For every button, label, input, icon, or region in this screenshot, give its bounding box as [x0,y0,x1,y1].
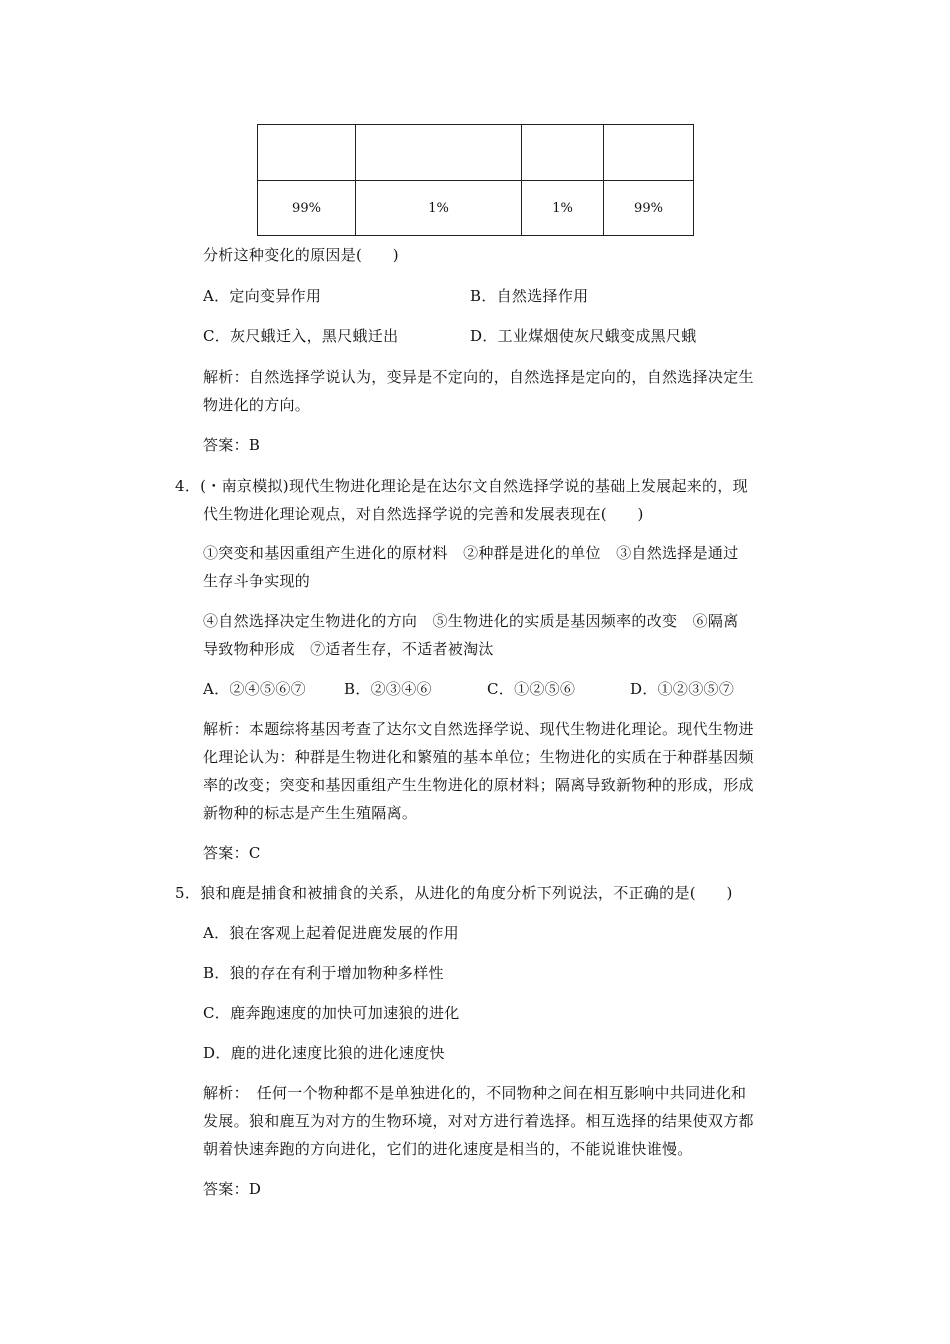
q3-option-a: A．定向变异作用 [203,287,322,305]
q5-stem: 5．狼和鹿是捕食和被捕食的关系，从进化的角度分析下列说法，不正确的是( ) [175,884,733,902]
q5-analysis: 发展。狼和鹿互为对方的生物环境，对对方进行着选择。相互选择的结果使双方都 [203,1112,754,1130]
q4-stem: 代生物进化理论观点，对自然选择学说的完善和发展表现在( ) [203,505,644,523]
q4-points: ④自然选择决定生物进化的方向 ⑤生物进化的实质是基因频率的改变 ⑥隔离 [203,612,739,630]
q5-option-a: A．狼在客观上起着促进鹿发展的作用 [203,924,459,942]
q3-option-d: D．工业煤烟使灰尺蛾变成黑尺蛾 [470,327,697,345]
q4-points: 生存斗争实现的 [203,572,311,590]
table-cell: 1% [356,181,522,236]
q3-option-c: C．灰尺蛾迁入，黑尺蛾迁出 [203,327,399,345]
table-cell [356,125,522,181]
table-row [258,181,694,236]
table-cell [258,125,356,181]
q3-stem: 分析这种变化的原因是( ) [203,246,399,264]
q4-analysis: 率的改变；突变和基因重组产生生物进化的原材料；隔离导致新物种的形成，形成 [203,776,754,794]
q5-analysis: 朝着快速奔跑的方向进化，它们的进化速度是相当的，不能说谁快谁慢。 [203,1140,693,1158]
table-cell: 99% [604,181,694,236]
q4-analysis: 解析：本题综将基因考查了达尔文自然选择学说、现代生物进化理论。现代生物进 [203,720,754,738]
q4-points: 导致物种形成 ⑦适者生存，不适者被淘汰 [203,640,494,658]
q4-stem: 4．(・南京模拟)现代生物进化理论是在达尔文自然选择学说的基础上发展起来的，现 [175,477,748,495]
table-cell: 99% [258,181,356,236]
q4-option-d: D．①②③⑤⑦ [630,680,735,698]
q4-analysis: 化理论认为：种群是生物进化和繁殖的基本单位；生物进化的实质在于种群基因频 [203,748,754,766]
q3-analysis: 物进化的方向。 [203,396,311,414]
q4-option-c: C．①②⑤⑥ [487,680,576,698]
q3-analysis: 解析：自然选择学说认为，变异是不定向的，自然选择是定向的，自然选择决定生 [203,368,754,386]
q3-answer: 答案：B [203,436,261,454]
table-row [258,125,694,181]
q4-points: ①突变和基因重组产生进化的原材料 ②种群是进化的单位 ③自然选择是通过 [203,544,739,562]
q5-answer: 答案：D [203,1180,262,1198]
q4-analysis: 新物种的标志是产生生殖隔离。 [203,804,418,822]
q5-option-b: B．狼的存在有利于增加物种多样性 [203,964,444,982]
table-cell: 1% [522,181,604,236]
table-cell [604,125,694,181]
q5-option-c: C．鹿奔跑速度的加快可加速狼的进化 [203,1004,460,1022]
q4-answer: 答案：C [203,844,261,862]
q3-option-b: B．自然选择作用 [470,287,589,305]
q5-analysis: 解析： 任何一个物种都不是单独进化的，不同物种之间在相互影响中共同进化和 [203,1084,747,1102]
q5-option-d: D．鹿的进化速度比狼的进化速度快 [203,1044,445,1062]
table-cell [522,125,604,181]
frequency-table [257,124,694,236]
q4-option-b: B．②③④⑥ [344,680,432,698]
q4-option-a: A．②④⑤⑥⑦ [203,680,306,698]
